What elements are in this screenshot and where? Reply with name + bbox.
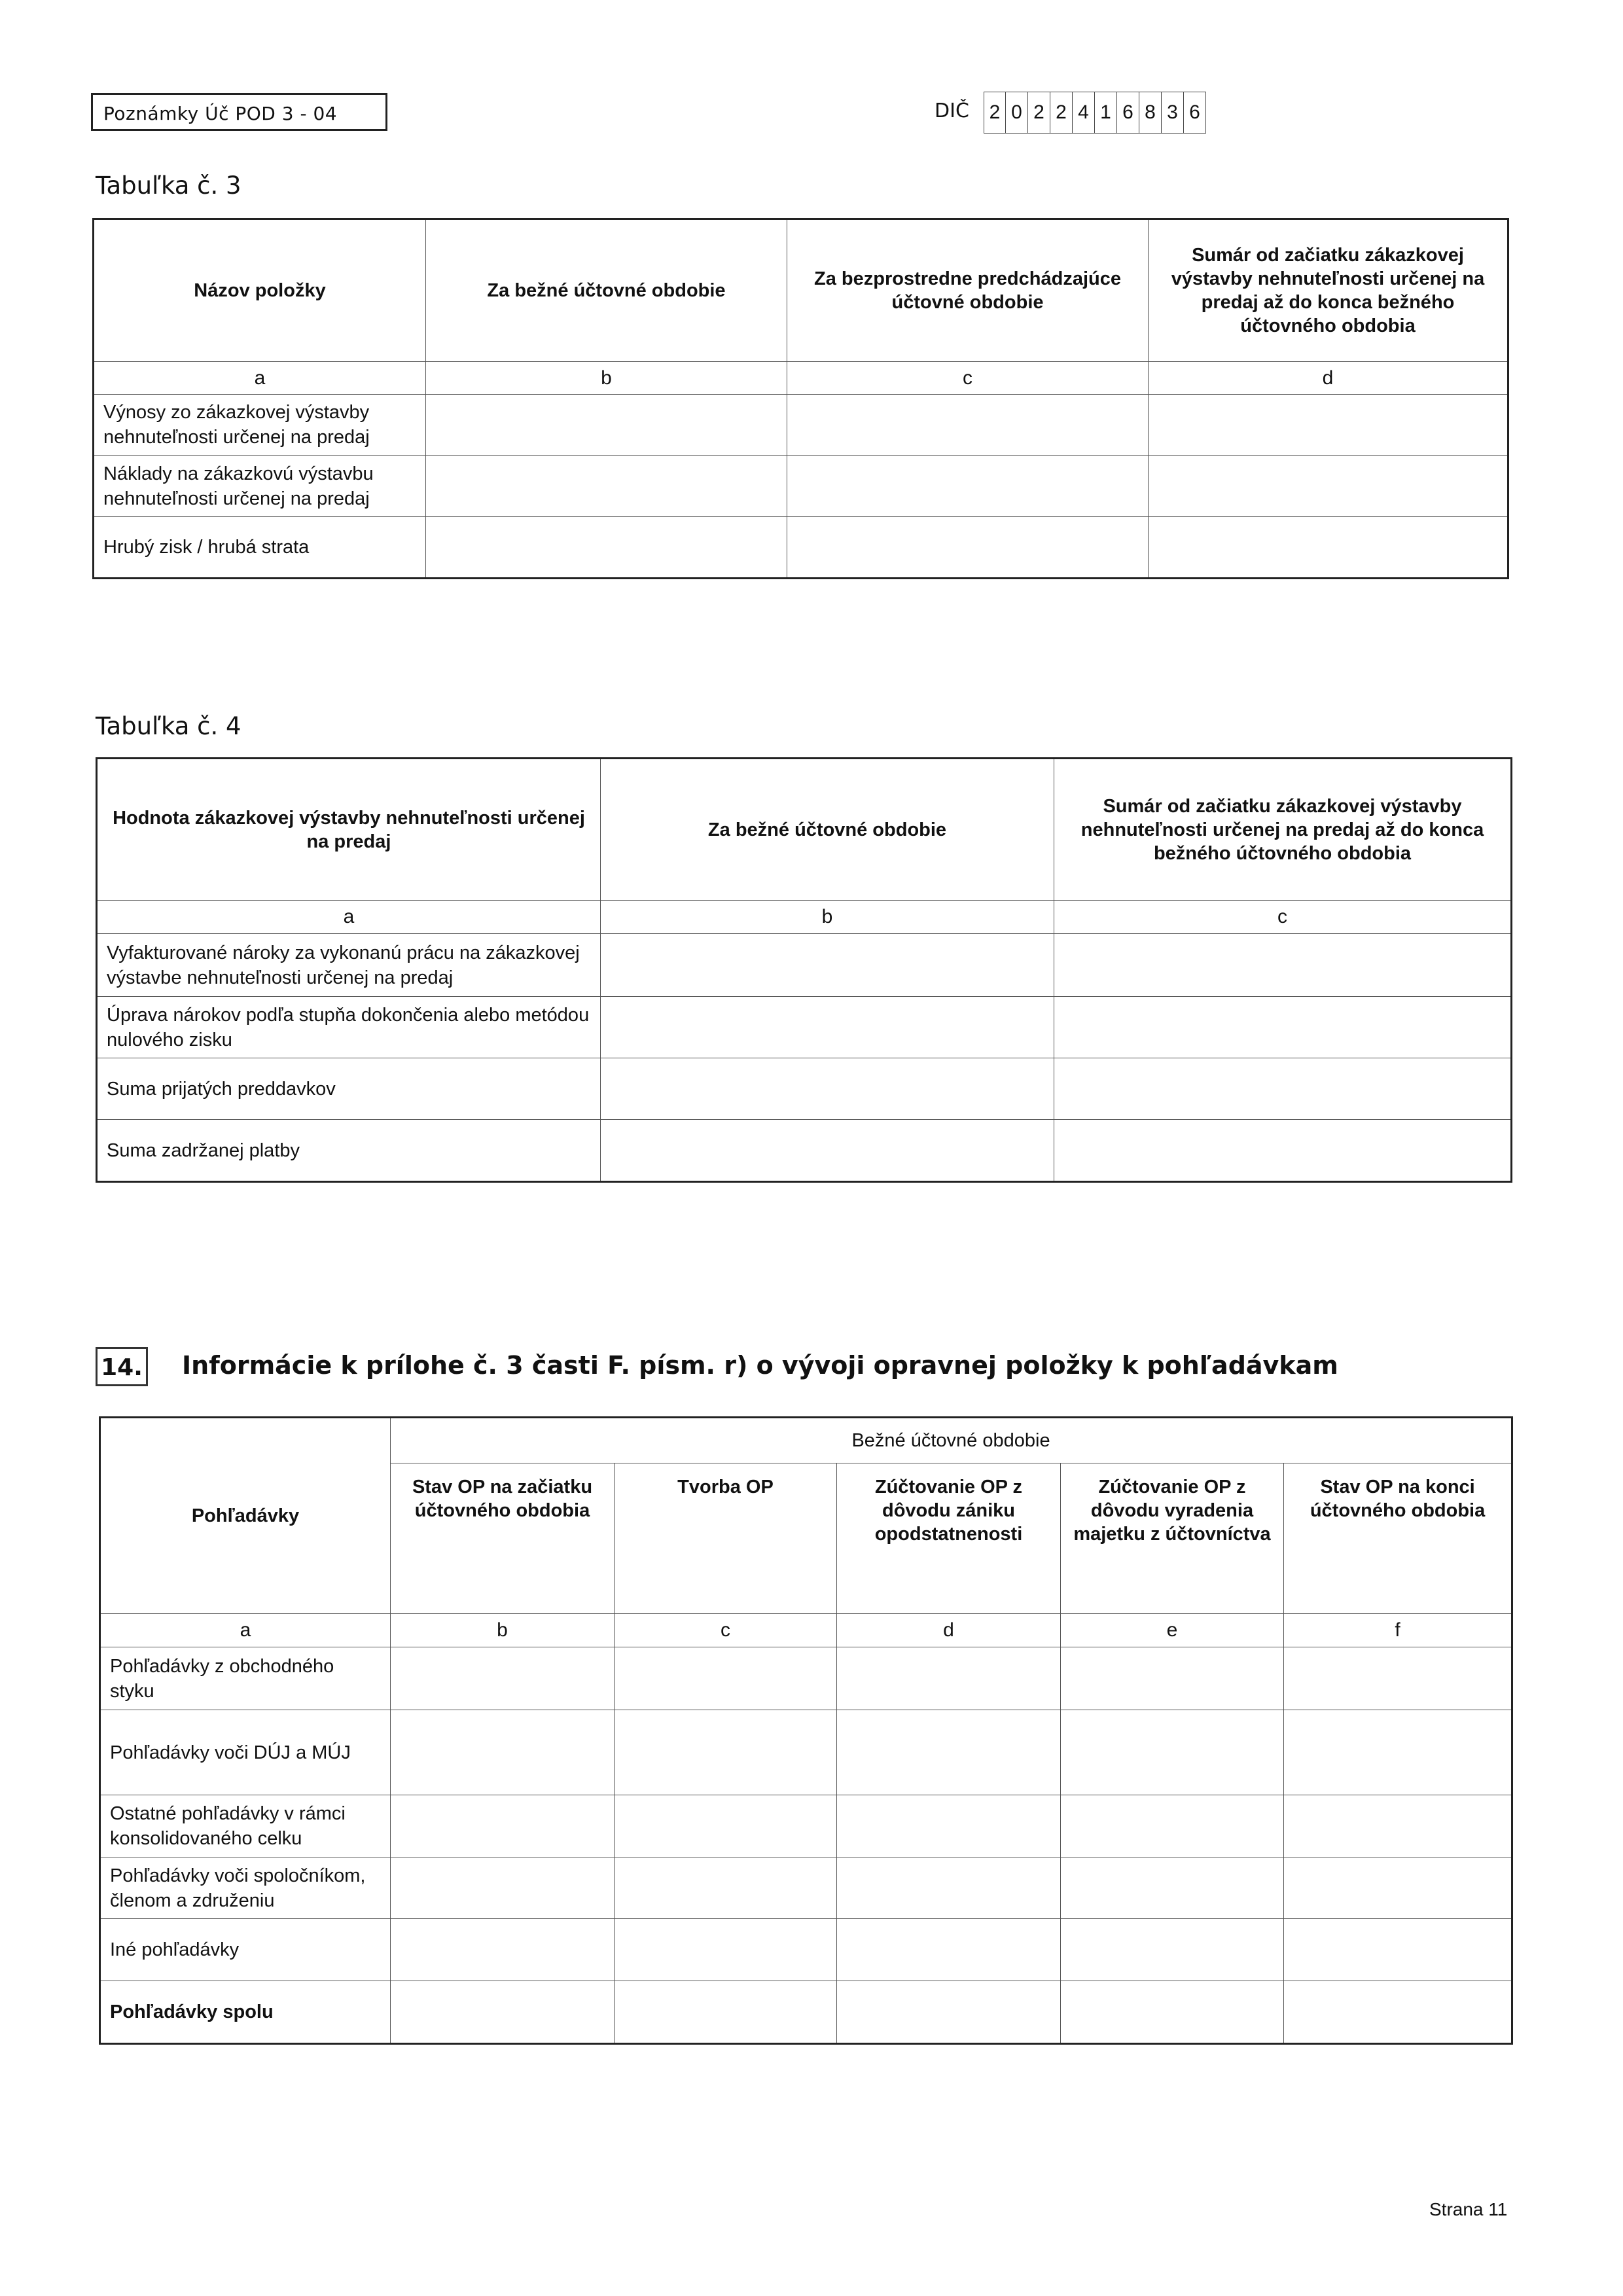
column-letter: c <box>1054 901 1512 934</box>
receivables-header-c: Tvorba OP <box>615 1463 837 1614</box>
table-row <box>100 1710 1512 1795</box>
input-cell[interactable] <box>787 456 1149 517</box>
input-cell[interactable] <box>601 1058 1054 1120</box>
input-cell[interactable] <box>615 1795 837 1857</box>
input-cell[interactable] <box>1054 1120 1512 1182</box>
input-cell[interactable] <box>615 1919 837 1981</box>
table4-header-b: Za bežné účtovné obdobie <box>601 759 1054 901</box>
input-cell[interactable] <box>391 1981 615 2044</box>
row-label: Suma prijatých preddavkov <box>97 1058 601 1120</box>
dic-digit: 6 <box>1117 92 1139 134</box>
dic-digit: 8 <box>1139 92 1162 134</box>
period-group-header <box>391 1418 1512 1463</box>
input-cell[interactable] <box>837 1710 1061 1795</box>
table-row <box>100 1795 1512 1857</box>
input-cell[interactable] <box>615 1981 837 2044</box>
table-row <box>100 1919 1512 1981</box>
input-cell[interactable] <box>1061 1857 1284 1919</box>
table3-header-d: Sumár od začiatku zákazkovej výstavby nehnuteľnosti určenej na predaj až do konca bežného účtovného obdobia <box>1149 219 1508 362</box>
input-cell[interactable] <box>1149 395 1508 456</box>
dic-digit: 2 <box>984 92 1006 134</box>
dic-label: DIČ <box>935 99 969 122</box>
form-code-box <box>91 93 387 131</box>
dic-digit: 1 <box>1095 92 1117 134</box>
dic-digit: 0 <box>1006 92 1028 134</box>
input-cell[interactable] <box>601 997 1054 1058</box>
column-letter: b <box>391 1614 615 1647</box>
input-cell[interactable] <box>1061 1919 1284 1981</box>
row-label: Hrubý zisk / hrubá strata <box>94 517 426 579</box>
table-row <box>97 997 1512 1058</box>
row-label: Výnosy zo zákazkovej výstavby nehnuteľnosti určenej na predaj <box>94 395 426 456</box>
input-cell[interactable] <box>391 1857 615 1919</box>
column-letter: a <box>97 901 601 934</box>
input-cell[interactable] <box>1284 1919 1512 1981</box>
table3-header-b: Za bežné účtovné obdobie <box>426 219 787 362</box>
input-cell[interactable] <box>1149 517 1508 579</box>
column-letter: e <box>1061 1614 1284 1647</box>
input-cell[interactable] <box>391 1647 615 1710</box>
row-label: Vyfakturované nároky za vykonanú prácu na zákazkovej výstavbe nehnuteľnosti určenej na predaj <box>97 934 601 997</box>
form-code: Poznámky Úč POD 3 - 04 <box>103 103 338 124</box>
table3 <box>92 218 1509 579</box>
column-letter: f <box>1284 1614 1512 1647</box>
table3-title: Tabuľka č. 3 <box>96 171 241 200</box>
dic-digit: 3 <box>1162 92 1184 134</box>
table-row <box>100 1647 1512 1710</box>
input-cell[interactable] <box>1061 1795 1284 1857</box>
column-letter: a <box>100 1614 391 1647</box>
table-row <box>100 1857 1512 1919</box>
input-cell[interactable] <box>391 1919 615 1981</box>
column-letter: d <box>1149 362 1508 395</box>
table3-header-c: Za bezprostredne predchádzajúce účtovné obdobie <box>787 219 1149 362</box>
row-label-total: Pohľadávky spolu <box>100 1981 391 2044</box>
input-cell[interactable] <box>426 517 787 579</box>
row-label: Pohľadávky voči DÚJ a MÚJ <box>100 1710 391 1795</box>
input-cell[interactable] <box>837 1981 1061 2044</box>
input-cell[interactable] <box>391 1795 615 1857</box>
table4-header-a: Hodnota zákazkovej výstavby nehnuteľnosti určenej na predaj <box>97 759 601 901</box>
table-row <box>100 1981 1512 2044</box>
input-cell[interactable] <box>1284 1981 1512 2044</box>
input-cell[interactable] <box>1284 1647 1512 1710</box>
input-cell[interactable] <box>426 395 787 456</box>
column-letter: b <box>601 901 1054 934</box>
dic-digit: 2 <box>1050 92 1073 134</box>
row-label: Iné pohľadávky <box>100 1919 391 1981</box>
receivables-table <box>99 1416 1513 2045</box>
input-cell[interactable] <box>1061 1981 1284 2044</box>
input-cell[interactable] <box>1284 1710 1512 1795</box>
receivables-header-d: Zúčtovanie OP z dôvodu zániku opodstatnenosti <box>837 1463 1061 1614</box>
table-row <box>97 1058 1512 1120</box>
dic-field[interactable] <box>984 92 1206 134</box>
column-letter: d <box>837 1614 1061 1647</box>
input-cell[interactable] <box>1061 1647 1284 1710</box>
column-letter: c <box>787 362 1149 395</box>
input-cell[interactable] <box>837 1919 1061 1981</box>
table-row <box>94 456 1508 517</box>
receivables-header-b: Stav OP na začiatku účtovného obdobia <box>391 1463 615 1614</box>
input-cell[interactable] <box>1054 997 1512 1058</box>
input-cell[interactable] <box>391 1710 615 1795</box>
row-label: Náklady na zákazkovú výstavbu nehnuteľnosti určenej na predaj <box>94 456 426 517</box>
table-row <box>97 1120 1512 1182</box>
input-cell[interactable] <box>1061 1710 1284 1795</box>
receivables-header-a: Pohľadávky <box>100 1418 391 1614</box>
section-number: 14. <box>96 1347 148 1386</box>
input-cell[interactable] <box>1284 1857 1512 1919</box>
input-cell[interactable] <box>787 517 1149 579</box>
table-row <box>94 517 1508 579</box>
column-letter: a <box>94 362 426 395</box>
input-cell[interactable] <box>601 1120 1054 1182</box>
table4 <box>96 757 1512 1183</box>
dic-digit: 2 <box>1028 92 1050 134</box>
receivables-header-f: Stav OP na konci účtovného obdobia <box>1284 1463 1512 1614</box>
period-group-label: Bežné účtovné obdobie <box>851 1430 1050 1451</box>
column-letter: b <box>426 362 787 395</box>
input-cell[interactable] <box>837 1795 1061 1857</box>
column-letter: c <box>615 1614 837 1647</box>
table-row <box>94 395 1508 456</box>
input-cell[interactable] <box>787 395 1149 456</box>
input-cell[interactable] <box>1149 456 1508 517</box>
input-cell[interactable] <box>837 1647 1061 1710</box>
table4-title: Tabuľka č. 4 <box>96 712 241 740</box>
input-cell[interactable] <box>615 1710 837 1795</box>
input-cell[interactable] <box>601 934 1054 997</box>
input-cell[interactable] <box>615 1647 837 1710</box>
input-cell[interactable] <box>426 456 787 517</box>
input-cell[interactable] <box>1054 1058 1512 1120</box>
row-label: Suma zadržanej platby <box>97 1120 601 1182</box>
page-number: Strana 11 <box>1429 2199 1508 2219</box>
table3-header-a: Názov položky <box>94 219 426 362</box>
table-row <box>97 934 1512 997</box>
input-cell[interactable] <box>615 1857 837 1919</box>
dic-digit: 4 <box>1073 92 1095 134</box>
input-cell[interactable] <box>1284 1795 1512 1857</box>
row-label: Ostatné pohľadávky v rámci konsolidovaného celku <box>100 1795 391 1857</box>
receivables-header-e: Zúčtovanie OP z dôvodu vyradenia majetku z účtovníctva <box>1061 1463 1284 1614</box>
input-cell[interactable] <box>837 1857 1061 1919</box>
section-title: Informácie k prílohe č. 3 časti F. písm. r) o vývoji opravnej položky k pohľadávkam <box>182 1351 1338 1380</box>
row-label: Úprava nárokov podľa stupňa dokončenia alebo metódou nulového zisku <box>97 997 601 1058</box>
dic-digit: 6 <box>1184 92 1206 134</box>
table4-header-c: Sumár od začiatku zákazkovej výstavby nehnuteľnosti určenej na predaj až do konca bežného účtovného obdobia <box>1054 759 1512 901</box>
input-cell[interactable] <box>1054 934 1512 997</box>
row-label: Pohľadávky z obchodného styku <box>100 1647 391 1710</box>
row-label: Pohľadávky voči spoločníkom, členom a združeniu <box>100 1857 391 1919</box>
